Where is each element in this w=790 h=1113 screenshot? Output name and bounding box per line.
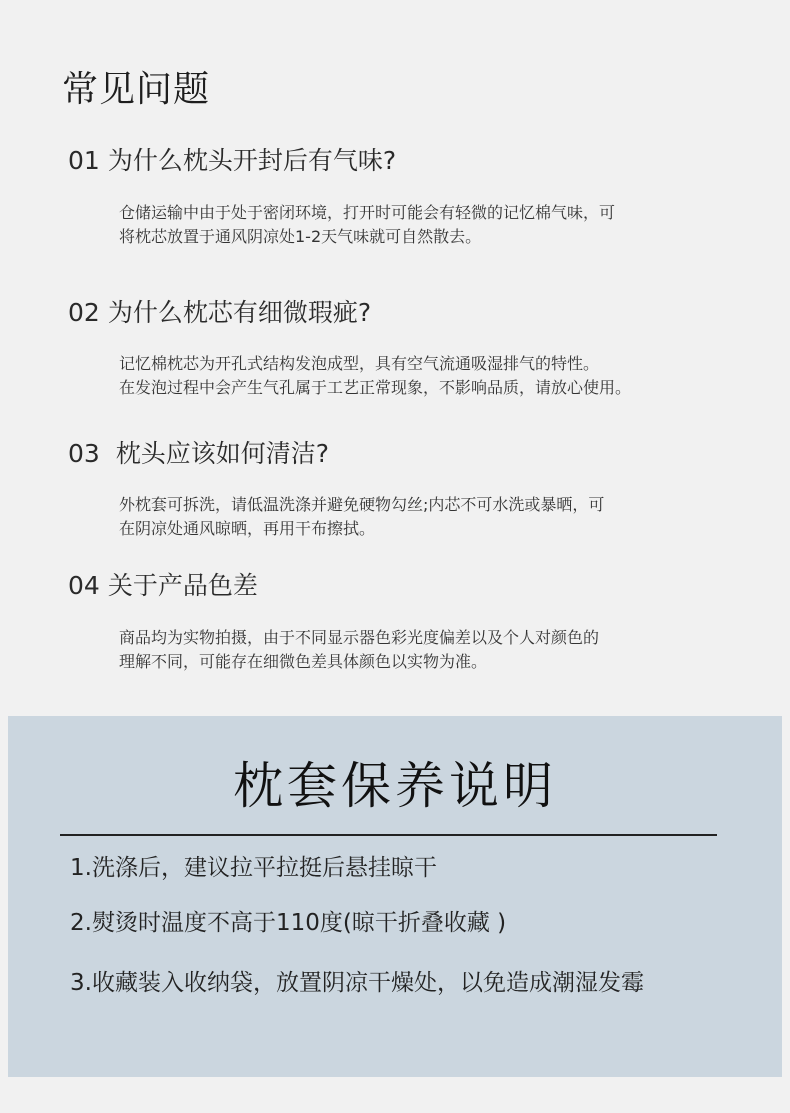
faq-answer-01 [119, 201, 615, 249]
faq-question-02 [68, 296, 371, 330]
faq-question-03 [68, 437, 329, 471]
answer-line: 理解不同，可能存在细微色差具体颜色以实物为准。 [119, 652, 488, 671]
faq-question-01 [68, 144, 396, 178]
faq-title: 常见问题 [62, 69, 211, 110]
care-item-3: 3.收藏装入收纳袋，放置阴凉干燥处，以免造成潮湿发霉 [70, 970, 644, 996]
answer-line: 记忆棉枕芯为开孔式结构发泡成型，具有空气流通吸湿排气的特性。 [119, 354, 600, 373]
question-text: 为什么枕芯有细微瑕疵? [107, 298, 372, 327]
answer-line: 在阴凉处通风晾晒，再用干布擦拭。 [119, 519, 376, 538]
care-panel [8, 716, 782, 1077]
question-text: 枕头应该如何清洁? [107, 439, 330, 468]
answer-line: 在发泡过程中会产生气孔属于工艺正常现象，不影响品质，请放心使用。 [119, 378, 632, 397]
question-number: 02 [68, 298, 100, 327]
faq-answer-02 [119, 352, 631, 400]
question-text: 关于产品色差 [107, 571, 258, 600]
faq-question-04 [68, 569, 258, 603]
care-item-2: 2.熨烫时温度不高于110度(晾干折叠收藏 ) [70, 910, 507, 936]
faq-answer-03 [119, 493, 604, 541]
answer-line: 商品均为实物拍摄，由于不同显示器色彩光度偏差以及个人对颜色的 [119, 628, 600, 647]
care-title: 枕套保养说明 [233, 757, 557, 815]
answer-line: 将枕芯放置于通风阴凉处1-2天气味就可自然散去。 [119, 227, 482, 246]
question-number: 01 [68, 146, 100, 175]
question-number: 04 [68, 571, 100, 600]
faq-answer-04 [119, 626, 599, 674]
care-divider [60, 834, 717, 836]
answer-line: 仓储运输中由于处于密闭环境，打开时可能会有轻微的记忆棉气味，可 [119, 203, 616, 222]
question-number: 03 [68, 439, 100, 468]
answer-line: 外枕套可拆洗，请低温洗涤并避免硬物勾丝;内芯不可水洗或暴晒，可 [119, 495, 605, 514]
care-item-1: 1.洗涤后，建议拉平拉挺后悬挂晾干 [70, 855, 437, 881]
question-text: 为什么枕头开封后有气味? [107, 146, 397, 175]
